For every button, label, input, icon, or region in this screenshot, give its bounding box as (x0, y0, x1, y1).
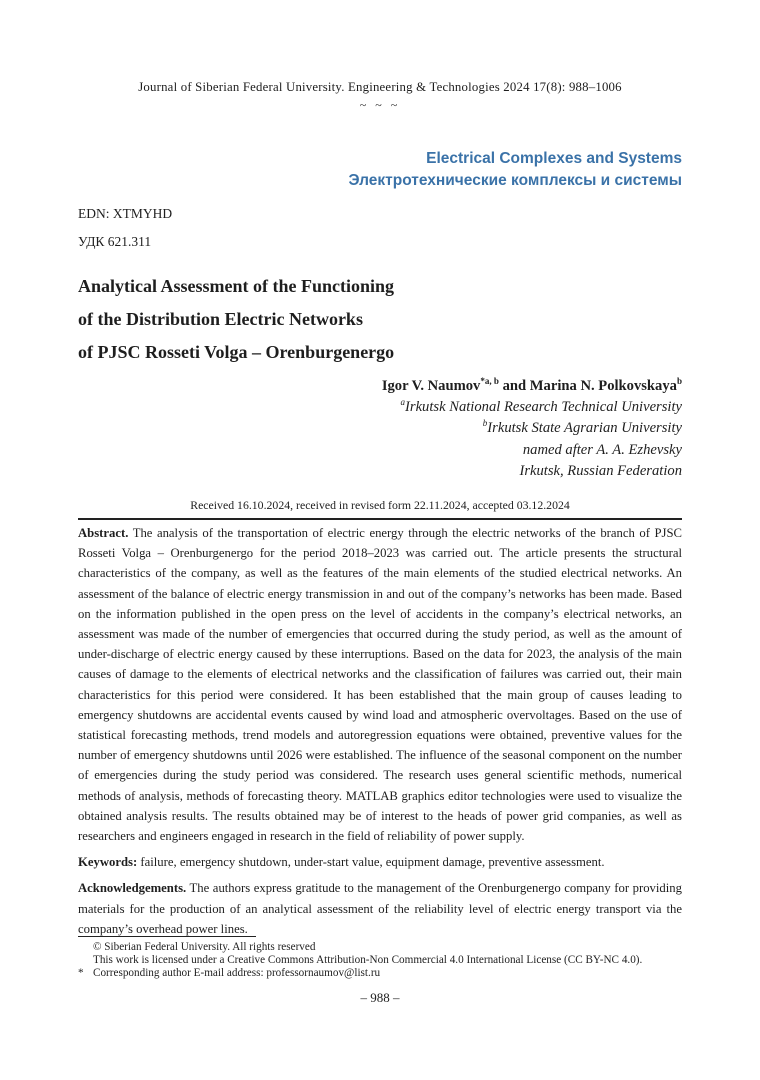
keywords-label: Keywords: (78, 855, 138, 870)
author-2-name: Marina N. Polkovskaya (529, 378, 677, 394)
license-line: This work is licensed under a Creative Commons Attribution-Non Commercial 4.0 International License (CC BY-NC 4.0). (93, 954, 643, 967)
article-title (78, 270, 682, 369)
footnote-divider (78, 936, 256, 937)
affiliation-line (78, 440, 682, 461)
article-title-line-1: Analytical Assessment of the Functioning (78, 276, 395, 296)
corresponding-author-email-text: Corresponding author E-mail address: professornaumov@list.ru (93, 967, 381, 980)
affiliation-line (78, 397, 682, 418)
abstract-text: The analysis of the transportation of electric energy through the electric networks of the branch of PJSC Rosseti Volga – Orenburgenergo for the period 2018–2023 was carried out. The article presents the structural characteristics of the company, as well as the features of the main elements of the studied electrical networks. An assessment of the balance of electric energy transmission in and out of the company’s networks has been made. Based on the information published in the open press on the level of accidents in the company’s electrical networks, an assessment was made of the number of emergencies that occurred during the study period, as well as the amount of under-discharge of electric energy caused by these interruptions. Based on the data for 2023, the analysis of the main causes of damage to the elements of electrical networks and the classification of failures was carried out, their main characteristics for this period were considered. It has been established that the main group of causes leading to emergency shutdowns are accidental events caused by wind load and atmospheric overvoltages. Based on the use of statistical forecasting methods, trend models and autoregression equations were obtained, preventive values for the number of emergency shutdowns until 2026 were established. The influence of the seasonal component on the number of emergencies during the study period was considered. The research uses general scientific methods, numerical methods of analysis, methods of forecasting theory. MATLAB graphics editor technologies were used to visualize the obtained analysis results. The results obtained may be of interest to the heads of power grid companies, as well as researchers and engineers engaged in research in the field of reliability of power supply. (78, 526, 682, 844)
acknowledgements-paragraph (78, 878, 682, 939)
page-number: – 988 – (360, 990, 400, 1005)
section-heading (78, 148, 682, 192)
tilde-separator: ~ ~ ~ (359, 98, 401, 112)
affiliation-text: Irkutsk State Agrarian University (487, 420, 682, 437)
author-2-superscript: b (676, 376, 682, 387)
affiliation-superscript: a (400, 397, 406, 408)
author-1-name: Igor V. Naumov (381, 378, 481, 394)
affiliation-superscript: b (482, 418, 488, 429)
abstract-label: Abstract. (78, 526, 129, 540)
article-front-matter (78, 518, 682, 939)
section-heading-en: Electrical Complexes and Systems (426, 150, 682, 167)
affiliation-line (78, 418, 682, 439)
article-title-line-2: of the Distribution Electric Networks (78, 309, 363, 329)
acknowledgements-label: Acknowledgements. (78, 881, 187, 896)
section-heading-ru: Электротехнические комплексы и системы (348, 172, 682, 189)
affiliation-line (78, 461, 682, 482)
affiliation-text: named after A. A. Ezhevsky (522, 441, 682, 458)
copyright-line: © Siberian Federal University. All rights reserved (93, 941, 316, 953)
corresponding-author-line (78, 967, 682, 980)
abstract-paragraph (78, 523, 682, 846)
footnotes-block (78, 941, 682, 981)
udk-code: УДК 621.311 (78, 234, 152, 249)
keywords-text: failure, emergency shutdown, under-start value, equipment damage, preventive assessment. (137, 855, 605, 870)
author-1-superscript: *a, b (480, 376, 499, 387)
acknowledgements-text: The authors express gratitude to the management of the Orenburgenergo company for providing materials for the production of an analytical assessment of the reliability level of electric energy transport via the company’s overhead power lines. (78, 881, 682, 936)
authors-block (78, 376, 682, 482)
edn-code: EDN: XTMYHD (78, 206, 173, 221)
affiliation-text: Irkutsk, Russian Federation (519, 462, 682, 479)
authors-line (78, 376, 682, 397)
received-dates-line: Received 16.10.2024, received in revised form 22.11.2024, accepted 03.12.2024 (190, 498, 570, 512)
journal-header-line: Journal of Siberian Federal University. Engineering & Technologies 2024 17(8): 988–1006 (138, 80, 622, 94)
corresponding-author-marker: * (78, 967, 84, 980)
authors-connector: and (498, 378, 530, 394)
article-title-line-3: of PJSC Rosseti Volga – Orenburgenergo (78, 342, 395, 362)
affiliation-text: Irkutsk National Research Technical University (405, 399, 682, 416)
keywords-paragraph (78, 852, 682, 872)
